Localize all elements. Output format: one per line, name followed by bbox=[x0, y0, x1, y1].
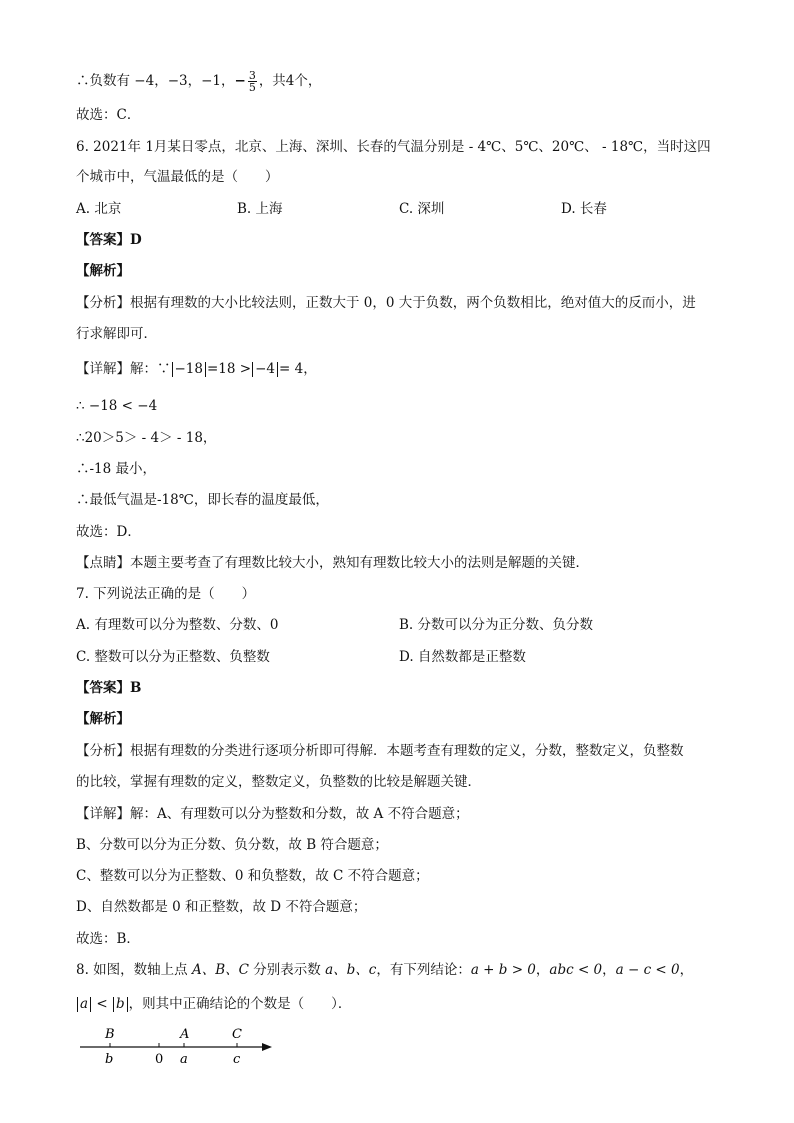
value-label-a: a bbox=[180, 1052, 188, 1067]
option-d: D. 自然数都是正整数 bbox=[399, 649, 526, 665]
step-line: ∴ −18 < −4 bbox=[76, 398, 158, 414]
detail-line: 【详解】解：A、有理数可以分为整数和分数，故 A 不符合题意； bbox=[76, 806, 469, 822]
option-a: A. 北京 bbox=[76, 201, 122, 217]
fraction: $\frac{3}{5}$ bbox=[248, 69, 256, 94]
absolute-value: b bbox=[113, 997, 128, 1012]
value-label-zero: 0 bbox=[155, 1052, 164, 1067]
axis-arrow-icon bbox=[262, 1043, 272, 1051]
answer-label: 【答案】B bbox=[76, 680, 142, 696]
analysis-text: 【分析】根据有理数的大小比较法则，正数大于 0，0 大于负数，两个负数相比，绝对值大的反而小，进 bbox=[76, 295, 696, 311]
analysis-text: 【分析】根据有理数的分类进行逐项分析即可得解．本题考查有理数的定义，分数，整数定义，负整数 bbox=[76, 743, 684, 759]
step-line: ∴最低气温是-18℃，即长春的温度最低， bbox=[76, 492, 329, 508]
analysis-text-cont: 行求解即可． bbox=[76, 326, 157, 342]
analysis-label: 【解析】 bbox=[76, 711, 130, 727]
option-a: A. 有理数可以分为整数、分数、0 bbox=[76, 617, 279, 633]
detail-line: 【详解】解：∵ −18 =18 > −4 = 4， bbox=[76, 361, 317, 377]
question-8-stem: 8. 如图，数轴上点 A、B、C 分别表示数 a、b、c，有下列结论：a + b > 0，abc < 0，a − c < 0， bbox=[76, 962, 694, 978]
detail-line: C、整数可以分为正整数、0 和负整数，故 C 不符合题意； bbox=[76, 868, 429, 884]
question-8-stem-cont: a < b ，则其中正确结论的个数是（ ）． bbox=[76, 994, 724, 1014]
value-label-b: b bbox=[105, 1052, 114, 1067]
value-label-c: c bbox=[233, 1052, 241, 1067]
option-c: C. 深圳 bbox=[399, 201, 445, 217]
absolute-value: a bbox=[77, 997, 91, 1012]
option-b: B. 上海 bbox=[237, 201, 283, 217]
point-label-a: A bbox=[180, 1027, 190, 1042]
text-line: ∴负数有 −4，−3，−1，− $\frac{3}{5}$ ，共4个， bbox=[76, 69, 322, 94]
point-label-c: C bbox=[232, 1027, 242, 1042]
step-line: 故选：D． bbox=[76, 524, 141, 540]
step-line: ∴-18 最小， bbox=[76, 461, 157, 477]
absolute-value: −4 bbox=[252, 362, 278, 377]
text-line: 故选：C． bbox=[76, 107, 141, 123]
detail-line: B、分数可以分为正分数、负分数，故 B 符合题意； bbox=[76, 837, 388, 853]
question-6-stem: 6. 2021年 1月某日零点，北京、上海、深圳、长春的气温分别是 - 4℃、5℃、20℃、 - 18℃，当时这四 bbox=[76, 139, 711, 155]
analysis-label: 【解析】 bbox=[76, 263, 130, 279]
detail-line: 故选：B． bbox=[76, 931, 140, 947]
step-line: ∴20＞5＞ - 4＞ - 18， bbox=[76, 430, 217, 446]
point-label-b: B bbox=[105, 1027, 115, 1042]
analysis-text-cont: 的比较，掌握有理数的定义，整数定义，负整数的比较是解题关键． bbox=[76, 774, 481, 790]
option-b: B. 分数可以分为正分数、负分数 bbox=[399, 617, 594, 633]
comment-line: 【点睛】本题主要考查了有理数比较大小，熟知有理数比较大小的法则是解题的关键． bbox=[76, 555, 589, 571]
answer-label: 【答案】D bbox=[76, 232, 142, 248]
question-7-stem: 7. 下列说法正确的是（ ） bbox=[76, 586, 256, 602]
option-d: D. 长春 bbox=[561, 201, 607, 217]
question-6-stem-cont: 个城市中，气温最低的是（ ） bbox=[76, 169, 279, 185]
absolute-value: −18 bbox=[172, 362, 207, 377]
option-c: C. 整数可以分为正整数、负整数 bbox=[76, 649, 270, 665]
number-line-figure bbox=[76, 1024, 296, 1070]
detail-line: D、自然数都是 0 和正整数，故 D 不符合题意； bbox=[76, 899, 367, 915]
